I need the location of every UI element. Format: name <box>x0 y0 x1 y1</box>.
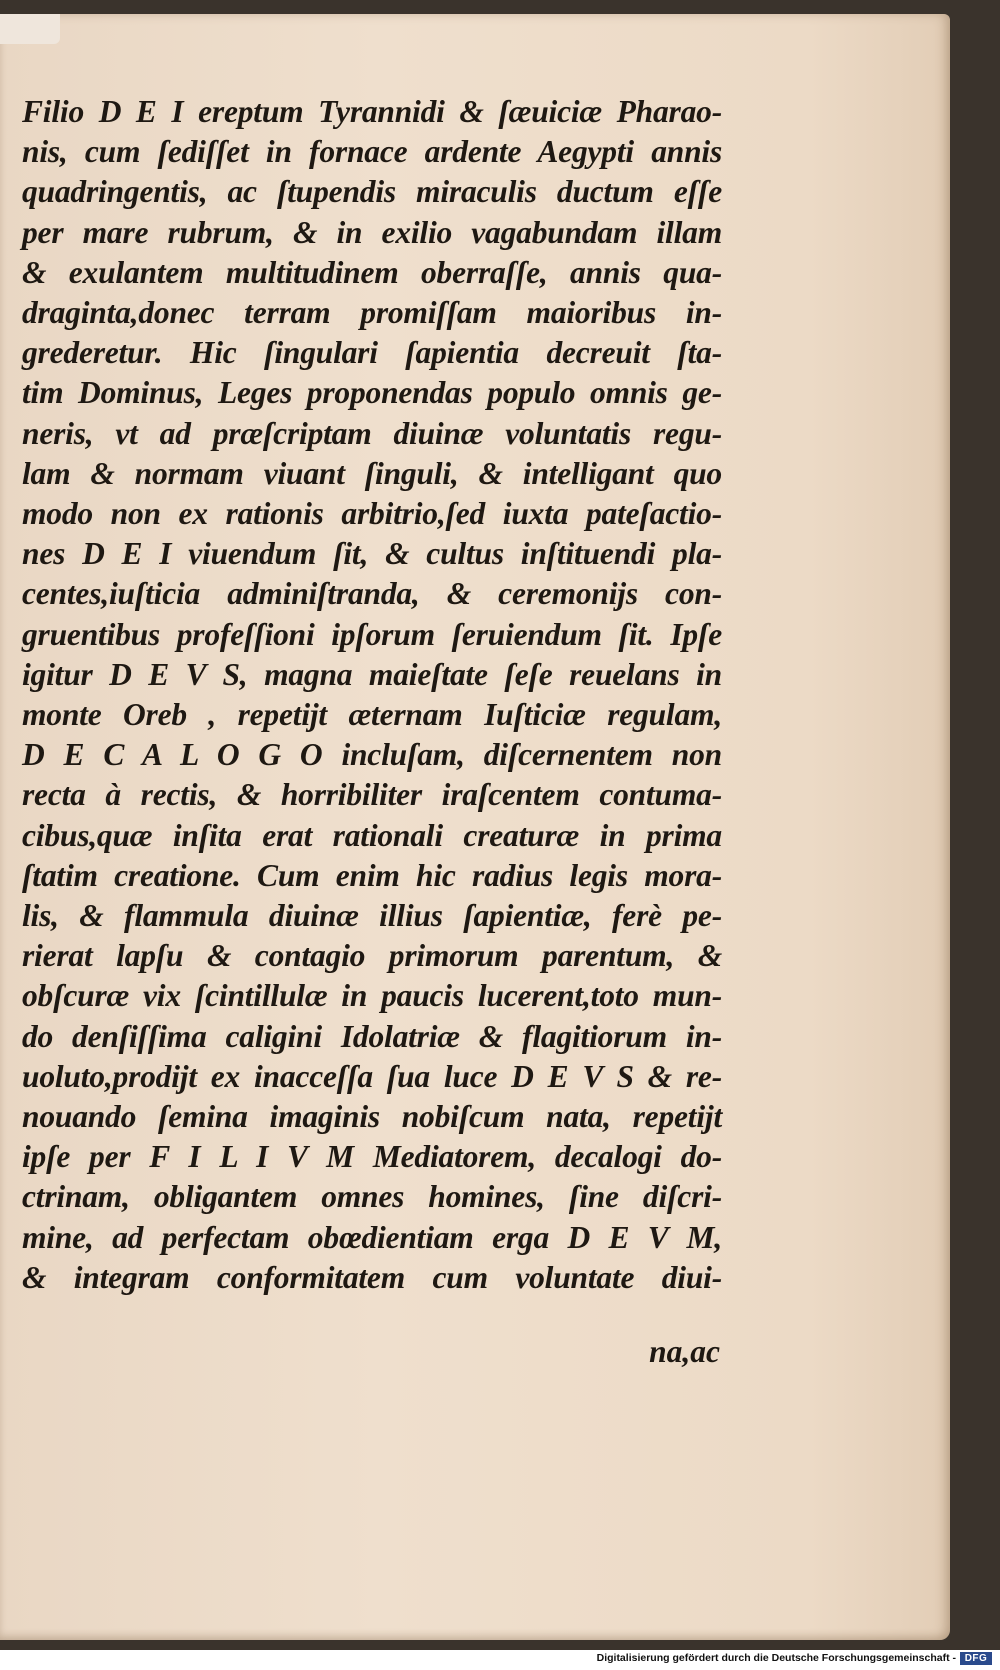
text-line: nis, cum ſediſſet in fornace ardente Aegypti annis <box>22 134 722 170</box>
funding-credit: Digitalisierung gefördert durch die Deutsche Forschungsgemeinschaft - <box>596 1652 956 1664</box>
text-line: per mare rubrum, & in exilio vagabundam illam <box>22 214 722 250</box>
page-text <box>22 92 722 1298</box>
text-line: obſcuræ vix ſcintillulæ in paucis lucerent,toto mun- <box>22 978 722 1014</box>
text-line: do denſiſſima caligini Idolatriæ & flagitiorum in- <box>22 1018 722 1054</box>
text-line: & exulantem multitudinem oberraſſe, annis qua- <box>22 254 722 290</box>
text-line: ctrinam, obligantem omnes homines, ſine diſcri- <box>22 1179 722 1215</box>
text-line: uoluto,prodijt ex inacceſſa ſua luce D E V S & re- <box>22 1058 722 1094</box>
text-line: cibus,quæ inſita erat rationali creaturæ in prima <box>22 817 722 853</box>
text-line: recta à rectis, & horribiliter iraſcentem contuma- <box>22 777 722 813</box>
text-line: mine, ad perfectam obœdientiam erga D E V M, <box>22 1219 722 1255</box>
text-line: & integram conformitatem cum voluntate diui- <box>22 1259 722 1295</box>
text-line: rierat lapſu & contagio primorum parentum, & <box>22 938 722 974</box>
text-line: grederetur. Hic ſingulari ſapientia decreuit ſta- <box>22 335 722 371</box>
text-line: ſtatim creatione. Cum enim hic radius legis mora- <box>22 857 722 893</box>
text-line: lam & normam viuant ſinguli, & intelligant quo <box>22 455 722 491</box>
text-line: quadringentis, ac ſtupendis miraculis ductum eſſe <box>22 174 722 210</box>
text-line: lis, & flammula diuinæ illius ſapientiæ, ferè pe- <box>22 898 722 934</box>
text-line: monte Oreb , repetijt æternam Iuſticiæ regulam, <box>22 697 722 733</box>
catchword: na,ac <box>649 1334 720 1369</box>
text-line: Filio D E I ereptum Tyrannidi & ſæuiciæ Pharao- <box>22 94 722 129</box>
text-line: ipſe per F I L I V M Mediatorem, decalogi do- <box>22 1139 722 1175</box>
text-line: nouando ſemina imaginis nobiſcum nata, repetijt <box>22 1099 722 1135</box>
page-corner <box>0 14 60 44</box>
text-line: gruentibus profeſſioni ipſorum ſeruiendum ſit. Ipſe <box>22 616 722 652</box>
text-line: D E C A L O G O incluſam, diſcernentem non <box>22 737 722 773</box>
text-line: neris, vt ad præſcriptam diuinæ voluntatis regu- <box>22 415 722 451</box>
dfg-logo: DFG <box>960 1652 992 1665</box>
text-line: tim Dominus, Leges proponendas populo omnis ge- <box>22 375 722 411</box>
text-line: igitur D E V S, magna maieſtate ſeſe reuelans in <box>22 656 722 692</box>
text-line: modo non ex rationis arbitrio,ſed iuxta pateſactio- <box>22 496 722 532</box>
text-line: centes,iuſticia adminiſtranda, & ceremonijs con- <box>22 576 722 612</box>
text-line: nes D E I viuendum ſit, & cultus inſtituendi pla- <box>22 536 722 572</box>
text-line: draginta,donec terram promiſſam maioribus in- <box>22 295 722 331</box>
